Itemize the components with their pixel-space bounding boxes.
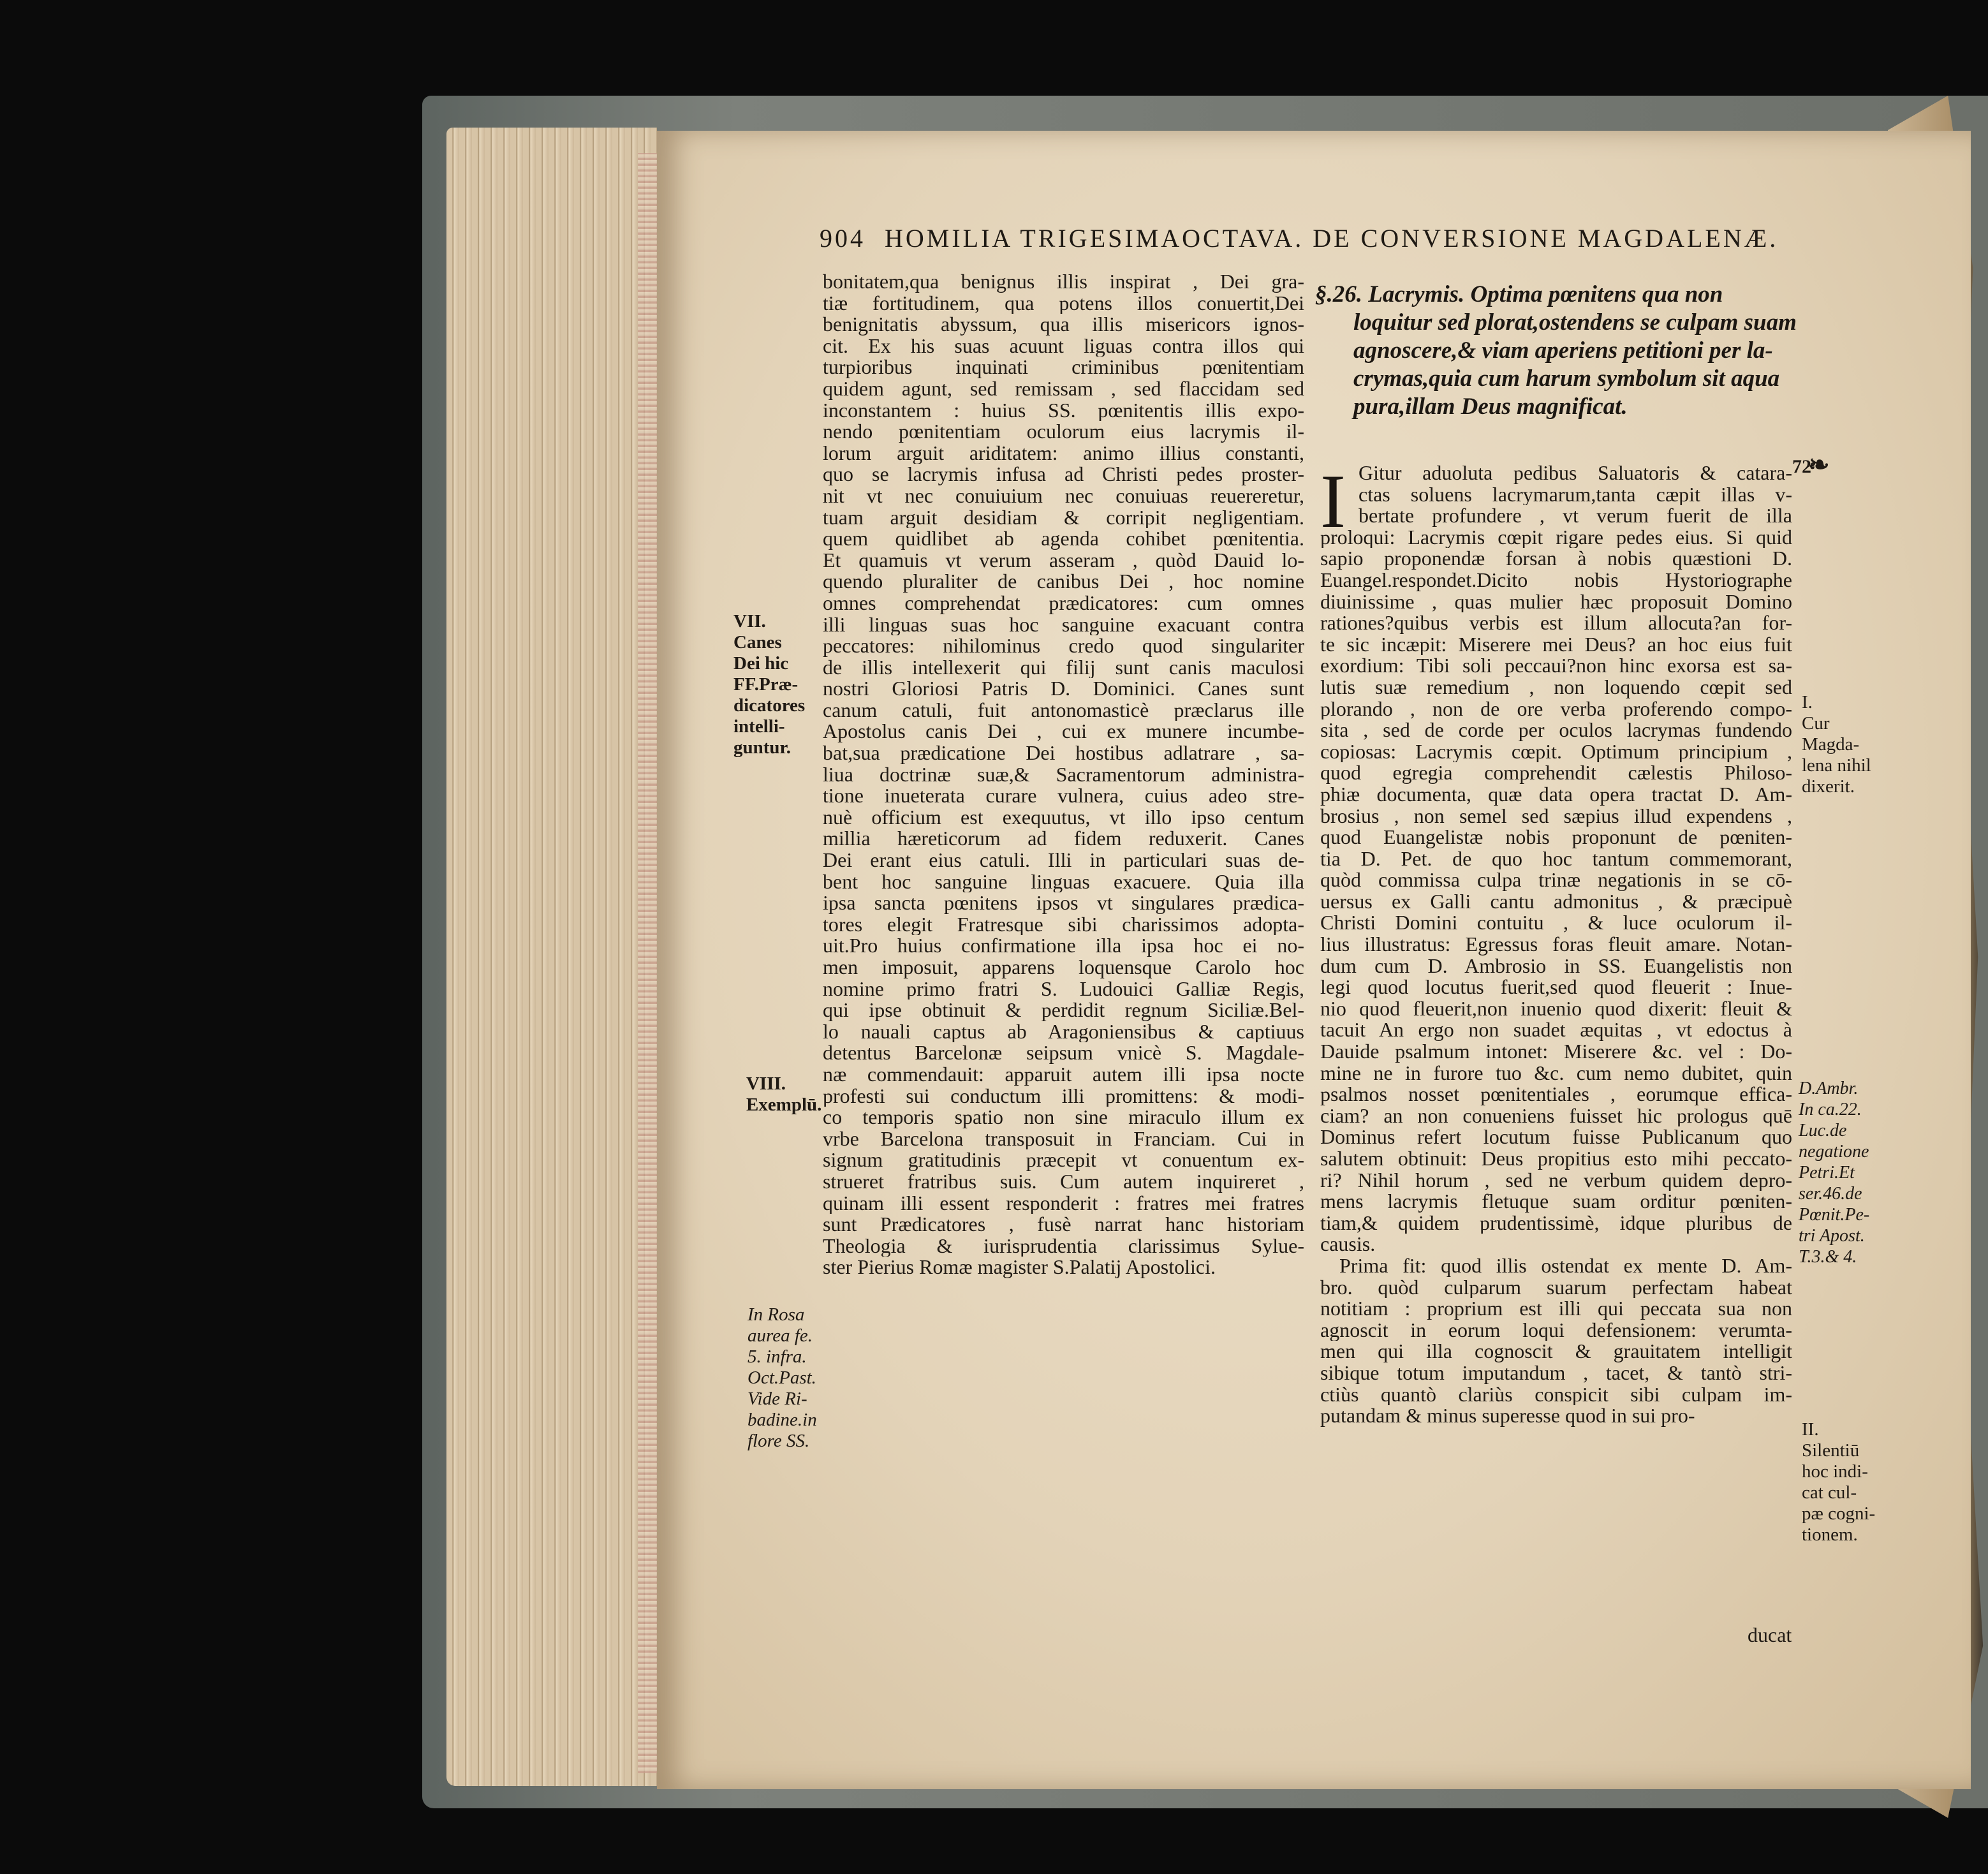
running-title: HOMILIA TRIGESIMAOCTAVA. DE CONVERSIONE MAGDALENÆ. xyxy=(885,224,1779,253)
text-line: ciam? an non conueniens fuisset hic prologus quē xyxy=(1320,1105,1792,1127)
text-line: psalmos nosset pœnitentiales , eorumque effica- xyxy=(1320,1084,1792,1105)
heading-line: §.26. Lacrymis. Optima pœnitens qua non xyxy=(1315,281,1723,307)
text-line: exordium: Tibi soli peccaui?non hinc exorsa est sa- xyxy=(1320,655,1792,677)
margin-note-rosa: In Rosa aurea fe. 5. infra. Oct.Past. Vide Ri- badine.in flore SS. xyxy=(747,1304,817,1451)
text-line: bonitatem,qua benignus illis inspirat , Dei gra- xyxy=(823,271,1304,293)
right-text-column xyxy=(1320,459,1792,1427)
text-line: legi quod locutus fuerit,sed quod fleuerit : Inue- xyxy=(1320,977,1792,998)
text-line: Dauide psalmum intonet: Miserere &c. vel : Do- xyxy=(1320,1041,1792,1063)
page-number: 904 xyxy=(820,224,865,253)
heading-line: pura,illam Deus magnificat. xyxy=(1353,394,1628,420)
text-line: uit.Pro huius confirmatione illa ipsa hoc ei no- xyxy=(823,935,1304,957)
text-line: canum catuli, fuit antonomasticè præclarus ille xyxy=(823,699,1304,721)
text-line: bat,sua prædicatione Dei hostibus adlatrare , sa- xyxy=(823,742,1304,764)
text-line: millia hæreticorum ad fidem reduxerit. Canes xyxy=(823,828,1304,850)
margin-note-i: I. Cur Magda- lena nihil dixerit. xyxy=(1802,692,1871,797)
running-header xyxy=(820,223,1779,253)
text-line: nomine primo fratri S. Ludouici Galliæ Regis, xyxy=(823,978,1304,1000)
text-line: Christi Domini contuitu , & luce oculorum il- xyxy=(1320,912,1792,934)
text-line: Euangel.respondet.Dicito nobis Hystoriographe xyxy=(1320,569,1792,591)
text-line: tione inueterata curare vulnera, cuius adeo stre- xyxy=(823,785,1304,807)
margin-number-72: 72 xyxy=(1792,456,1811,477)
text-line: nuè officium est exequutus, vt illo ipso centum xyxy=(823,806,1304,829)
drop-cap: I xyxy=(1320,459,1346,543)
text-line: sapio proponendæ forsan à nobis quæstioni D. xyxy=(1320,548,1792,570)
text-line: bro. quòd culparum suarum perfectam habeat xyxy=(1320,1276,1792,1299)
text-line: proloqui: Lacrymis cœpit rigare pedes eius. Si quid xyxy=(1320,526,1792,549)
text-line: men imposuit, apparens loquensque Carolo hoc xyxy=(823,957,1304,978)
text-line: sunt Prædicatores , fusè narrat hanc historiam xyxy=(823,1214,1304,1236)
text-line: tacuit An ergo non suadet æquitas , vt edoctus à xyxy=(1320,1019,1792,1042)
text-line: sibique totum imputandum , tacet, & tantò stri- xyxy=(1320,1362,1792,1384)
text-line: lorum arguit ariditatem: animo illius constanti, xyxy=(823,442,1304,464)
text-line: peccatores: nihilominus credo quod singulariter xyxy=(823,635,1304,657)
text-line: profesti sui conductum illi promittens: & modi- xyxy=(823,1085,1304,1107)
text-line: lutis suæ remedium , non loquendo cœpit sed xyxy=(1320,676,1792,698)
text-line: tuam arguit desidiam & corripit negligentiam. xyxy=(823,506,1304,529)
text-line: Prima fit: quod illis ostendat ex mente D. Am- xyxy=(1339,1255,1792,1277)
text-line: liua doctrinæ suæ,& Sacramentorum administra- xyxy=(823,764,1304,786)
text-line: dum cum D. Ambrosio in SS. Euangelistis non xyxy=(1320,955,1792,977)
text-line: tia D. Pet. de quo hoc tantum commemorant, xyxy=(1320,848,1792,870)
text-line: de illis intellexerit qui filij sunt canis maculosi xyxy=(823,656,1304,679)
text-line: turpioribus inquinati criminibus pœnitentiam xyxy=(823,357,1304,378)
heading-line: agnoscere,& viam aperiens petitioni per la- xyxy=(1353,337,1773,364)
text-line: ctas soluens lacrymarum,tanta cæpit illas v- xyxy=(1358,483,1792,506)
text-line: phiæ documenta, quæ data opera tractat D. Am- xyxy=(1320,783,1792,806)
text-line: mens lacrymis fletuque suam orditur pœniten- xyxy=(1320,1191,1792,1213)
text-line: qui ipse obtinuit & perdidit regnum Siciliæ.Bel- xyxy=(823,1000,1304,1021)
text-line: salutem obtinuit: Deus propitius esto mihi peccato- xyxy=(1320,1148,1792,1170)
text-line: quendo pluraliter de canibus Dei , hoc nomine xyxy=(823,571,1304,593)
text-line: detentus Barcelonæ seipsum vnicè S. Magdale- xyxy=(823,1042,1304,1064)
catchword: ducat xyxy=(1748,1623,1792,1646)
text-line: lo nauali captus ab Aragoniensibus & captiuus xyxy=(823,1021,1304,1043)
text-line: bent hoc sanguine linguas exacuere. Quia illa xyxy=(823,871,1304,893)
text-line: agnoscit in eorum loqui defensionem: verumta- xyxy=(1320,1319,1792,1341)
text-line: Gitur aduoluta pedibus Saluatoris & catara- xyxy=(1358,462,1792,484)
text-line: Theologia & iurisprudentia clarissimus Sylue- xyxy=(823,1235,1304,1257)
text-line: nostri Gloriosi Patris D. Dominici. Canes sunt xyxy=(823,678,1304,700)
text-line: quo se lacrymis infusa ad Christi pedes proster- xyxy=(823,464,1304,485)
heading-line: loquitur sed plorat,ostendens se culpam suam xyxy=(1353,309,1797,336)
text-line: illi linguas suas hoc sanguine exacuant contra xyxy=(823,614,1304,636)
heading-line: crymas,quia cum harum symbolum sit aqua xyxy=(1353,365,1780,392)
text-line: quidem agunt, sed remissam , sed flaccidam sed xyxy=(823,378,1304,400)
text-line: Dominus refert locutum fuisse Publicanum quo xyxy=(1320,1126,1792,1148)
margin-note-vii: VII. Canes Dei hic FF.Præ- dicatores intelli- guntur. xyxy=(733,611,806,758)
text-line: bertate profundere , vt verum fuerit de illa xyxy=(1358,505,1792,527)
text-line: quinam illi essent responderit : fratres mei fratres xyxy=(823,1192,1304,1214)
text-line: quod egregia comprehendit cælestis Philoso- xyxy=(1320,762,1792,784)
text-line: sita , sed de corde per oculos lacrymas fundendo xyxy=(1320,719,1792,741)
text-line: plorando , non de ore verba proferendo compo- xyxy=(1320,698,1792,720)
text-line: benignitatis abyssum, qua illis misericors ignos- xyxy=(823,314,1304,336)
ornament-glyph: ❧ xyxy=(1808,450,1830,479)
text-line: Apostolus canis Dei , cui ex munere incumbe- xyxy=(823,721,1304,743)
text-line: ctiùs quantò clariùs conspicit sibi culpam im- xyxy=(1320,1383,1792,1406)
margin-note-viii: VIII. Exemplū. xyxy=(746,1073,822,1115)
text-line: nit vt nec conuiuium nec conuiuas reuereretur, xyxy=(823,485,1304,507)
text-line: causis. xyxy=(1320,1234,1376,1255)
text-line: lius illustratus: Egressus foras fleuit amare. Notan- xyxy=(1320,934,1792,955)
text-line: quod Euangelistæ nobis proponunt de pœniten- xyxy=(1320,827,1792,848)
page-stack xyxy=(446,128,657,1786)
text-line: cit. Ex his suas acuunt liguas contra illos qui xyxy=(823,335,1304,357)
text-line: nio quod fleuerit,non inuenio quod dixerit: fleuit & xyxy=(1320,998,1792,1020)
text-line: ipsa sancta pœnitens ipsos vt singulares prædica- xyxy=(823,892,1304,914)
margin-note-ambrosius: D.Ambr. In ca.22. Luc.de negatione Petri.Et ser.46.de Pœnit.Pe- tri Apost. T.3.& 4. xyxy=(1799,1079,1870,1267)
text-line: næ commendauit: apparuit autem illi ipsa nocte xyxy=(823,1063,1304,1086)
text-line: copiosas: Lacrymis cœpit. Optimum principium , xyxy=(1320,741,1792,763)
text-line: ster Pierius Romæ magister S.Palatij Apostolici. xyxy=(823,1257,1216,1278)
margin-note-ii: II. Silentiū hoc indi- cat cul- pæ cogni- tionem. xyxy=(1802,1419,1876,1545)
text-line: Et quamuis vt verum asseram , quòd Dauid lo- xyxy=(823,549,1304,572)
section-heading xyxy=(1315,281,1797,421)
text-line: te sic incæpit: Miserere mei Deus? an hoc eius fuit xyxy=(1320,633,1792,656)
text-line: rationes?quibus verbis est illum allocuta?an for- xyxy=(1320,612,1792,634)
text-line: signum gratitudinis præcepit vt conuentum ex- xyxy=(823,1149,1304,1171)
text-line: omnes comprehendat prædicatores: cum omnes xyxy=(823,592,1304,614)
text-line: diuinissime , quas mulier hæc proposuit Domino xyxy=(1320,591,1792,613)
text-line: quem quidlibet ab agenda cohibet pœnitentia. xyxy=(823,528,1304,550)
text-line: tores elegit Fratresque sibi charissimos adopta- xyxy=(823,913,1304,936)
left-text-column xyxy=(823,271,1304,1278)
text-line: strueret fratribus suis. Cum autem inquireret , xyxy=(823,1170,1304,1193)
text-line: mine ne in furore tuo &c. cum nemo dubitet, quin xyxy=(1320,1062,1792,1084)
text-line: ri? Nihil horum , sed ne verbum quidem depro- xyxy=(1320,1169,1792,1192)
text-line: brosius , non semel sed sæpius illud expendens , xyxy=(1320,805,1792,827)
text-line: quòd commissa culpa trinæ negationis in se cō- xyxy=(1320,869,1792,891)
text-line: vrbe Barcelona transposuit in Franciam. Cui in xyxy=(823,1128,1304,1150)
text-line: uersus ex Galli cantu admonitus , & præcipuè xyxy=(1320,890,1792,913)
page-edges xyxy=(638,153,657,1773)
text-line: tiæ fortitudinem, qua potens illos conuertit,Dei xyxy=(823,292,1304,314)
text-line: putandam & minus superesse quod in sui pro- xyxy=(1320,1405,1695,1427)
text-line: nendo pœnitentiam oculorum eius lacrymis il- xyxy=(823,421,1304,443)
text-line: tiam,& quidem prudentissimè, idque pluribus de xyxy=(1320,1212,1792,1234)
text-line: co temporis spatio non sine miraculo illum ex xyxy=(823,1107,1304,1128)
text-line: Dei erant eius catuli. Illi in particulari suas de- xyxy=(823,850,1304,871)
text-line: inconstantem : huius SS. pœnitentis illis expo- xyxy=(823,399,1304,422)
text-line: notitiam : proprium est illi qui peccata sua non xyxy=(1320,1298,1792,1320)
text-line: men qui illa cognoscit & grauitatem intelligit xyxy=(1320,1341,1792,1362)
